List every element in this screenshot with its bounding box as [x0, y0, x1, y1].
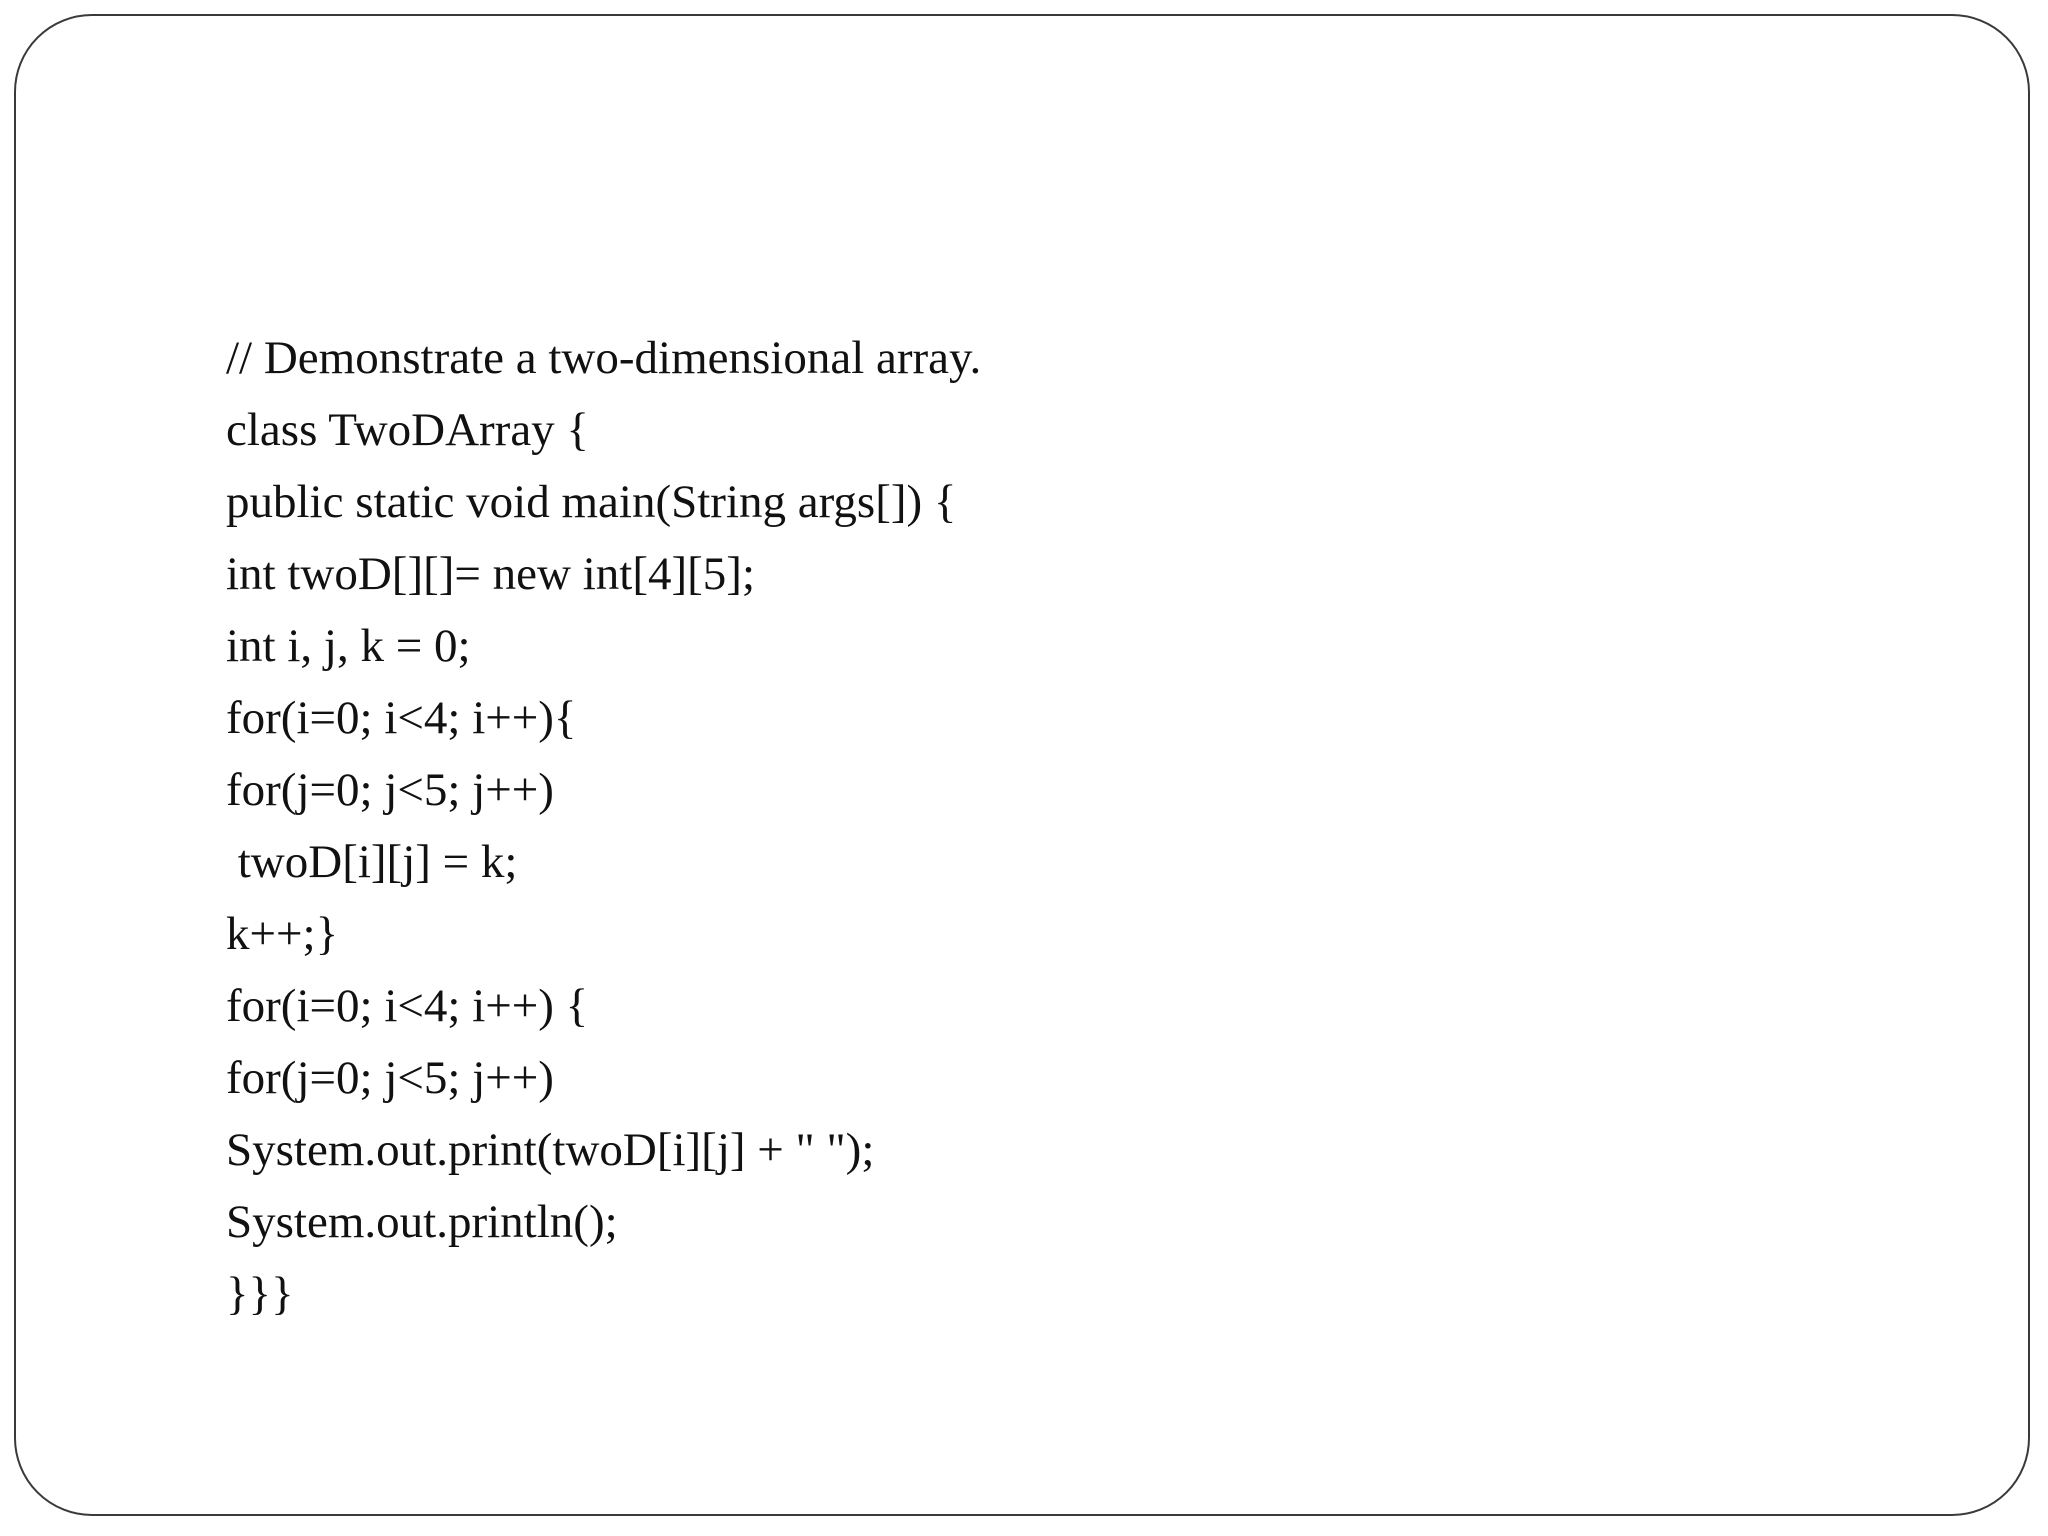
code-line-outer-loop-print: for(i=0; i<4; i++) { [226, 980, 589, 1032]
code-line-assignment: twoD[i][j] = k; [226, 836, 518, 888]
code-line-outer-loop-fill: for(i=0; i<4; i++){ [226, 692, 577, 744]
code-line-print-element: System.out.print(twoD[i][j] + " "); [226, 1124, 875, 1176]
code-line-comment: // Demonstrate a two-dimensional array. [226, 332, 982, 384]
code-line-closing-braces: }}} [226, 1268, 294, 1320]
code-block [226, 322, 981, 1330]
code-line-increment: k++;} [226, 908, 339, 960]
code-line-println: System.out.println(); [226, 1196, 618, 1248]
code-line-inner-loop-print: for(j=0; j<5; j++) [226, 1052, 554, 1104]
code-line-array-declaration: int twoD[][]= new int[4][5]; [226, 548, 756, 600]
code-line-inner-loop-fill: for(j=0; j<5; j++) [226, 764, 554, 816]
code-line-variable-declaration: int i, j, k = 0; [226, 620, 471, 672]
code-line-main-method: public static void main(String args[]) { [226, 476, 957, 528]
code-line-class-declaration: class TwoDArray { [226, 404, 589, 456]
